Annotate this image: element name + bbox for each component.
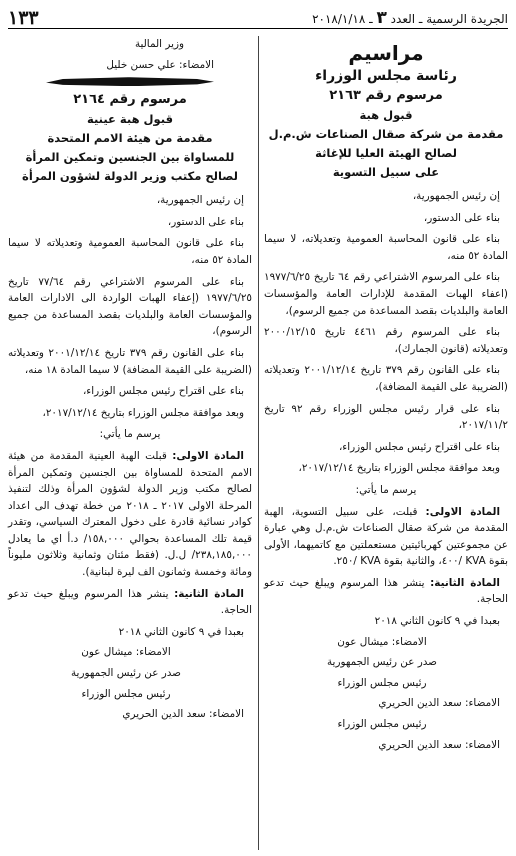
article-2: [8, 586, 252, 619]
paragraph: بناء على المرسوم الاشتراعي رقم ٧٧/٦٤ تاريخ ١٩٧٧/٦/٢٥ (إعفاء الهبات الواردة الى الادارات العامة والمؤسسات العامة والبلديات بقصد المساعدة من جميع الرسوم)،: [8, 275, 252, 338]
decree-heading-line: لصالح مكتب وزير الدولة لشؤون المرأة: [22, 169, 238, 184]
pm-title: رئيس مجلس الوزراء: [337, 676, 427, 689]
decree-heading-line: قبول هبة: [359, 108, 413, 122]
issued-by: صدر عن رئيس الجمهورية: [326, 656, 437, 669]
issue-number: ٣: [376, 8, 387, 28]
paragraph: بناء على الدستور،: [423, 211, 500, 224]
page-header: [8, 6, 508, 29]
signature: الامضاء: سعد الدين الحريري: [122, 708, 244, 721]
signature: الامضاء: ميشال عون: [81, 646, 171, 659]
page-number: ١٣٣: [8, 7, 39, 29]
gazette-date: ـ ٢٠١٨/١/١٨: [312, 12, 373, 26]
gazette-line: [312, 8, 508, 28]
minister-signature: الامضاء: علي حسن خليل: [106, 58, 214, 71]
article-label: المادة الاولى:: [172, 449, 244, 462]
article-label: المادة الاولى:: [425, 505, 501, 518]
paragraph: إن رئيس الجمهورية،: [156, 194, 244, 207]
paragraph: وبعد موافقة مجلس الوزراء بتاريخ ٢٠١٧/١٢/١٤،: [298, 462, 500, 475]
article-text: ينشر هذا المرسوم ويبلغ حيث تدعو الحاجة.: [8, 587, 252, 617]
article-text: ينشر هذا المرسوم ويبلغ حيث تدعو الحاجة.: [264, 576, 508, 606]
dated-line: بعبدا في ٩ كانون الثاني ٢٠١٨: [118, 625, 244, 638]
decree-heading-line: على سبيل التسوية: [332, 165, 440, 179]
decree-number: مرسوم رقم ٢١٦٣: [329, 88, 443, 103]
decree-number: مرسوم رقم ٢١٦٤: [73, 92, 187, 108]
pm-title: رئيس مجلس الوزراء: [337, 718, 427, 731]
decree-column-right: [264, 36, 508, 757]
section-title: مراسيم: [348, 41, 424, 65]
paragraph: بناء على اقتراح رئيس مجلس الوزراء،: [82, 385, 244, 398]
authority-title: رئاسة مجلس الوزراء: [315, 68, 457, 84]
signature: الامضاء: سعد الدين الحريري: [378, 738, 500, 751]
paragraph: يرسم ما يأتي:: [99, 428, 161, 441]
signature: الامضاء: سعد الدين الحريري: [378, 697, 500, 710]
paragraph: بناء على قرار رئيس مجلس الوزراء رقم ٩٢ تاريخ ٢٠١٧/١١/٢،: [264, 402, 508, 432]
paragraph: بناء على المرسوم الاشتراعي رقم ٦٤ تاريخ ١٩٧٧/٦/٢٥ (اعفاء الهبات المقدمة للإدارات العامة والمؤسسات العامة والبلديات بقصد المساعدة من جميع الرسوم)،: [264, 271, 508, 317]
paragraph: بناء على القانون رقم ٣٧٩ تاريخ ٢٠٠١/١٢/١٤ وتعديلاته (الضريبة على القيمة المضافة)،: [264, 364, 508, 393]
issued-by: صدر عن رئيس الجمهورية: [70, 667, 181, 680]
paragraph: بناء على المرسوم رقم ٤٤٦١ تاريخ ٢٠٠٠/١٢/١٥ وتعديلاته (قانون الجمارك)،: [264, 326, 508, 355]
minister-title: وزير المالية: [134, 38, 184, 50]
paragraph: إن رئيس الجمهورية،: [412, 190, 500, 202]
decree-heading-line: قبول هبة عينية: [87, 112, 173, 127]
article-1: [8, 448, 252, 581]
paragraph: بناء على القانون رقم ٣٧٩ تاريخ ٢٠٠١/١٢/١٤ وتعديلاته (الضريبة على القيمة المضافة) لا سيما المادة ١٨ منه،: [8, 346, 252, 376]
decree-heading-line: للمساواة بين الجنسين وتمكين المرأة: [25, 150, 235, 165]
paragraph: وبعد موافقة مجلس الوزراء بتاريخ ٢٠١٧/١٢/١٤،: [42, 406, 244, 419]
dated-line: بعبدا في ٩ كانون الثاني ٢٠١٨: [374, 615, 500, 628]
paragraph: بناء على قانون المحاسبة العمومية وتعديلاته لا سيما المادة ٥٢ منه،: [8, 237, 252, 266]
decree-heading-line: مقدمة من شركة صقال الصناعات ش.م.ل: [268, 127, 504, 141]
decree-column-left: [8, 36, 252, 727]
article-text: قبلت الهبة العينية المقدمة من هيئة الامم المتحدة للمساواة بين الجنسين وتمكين المرأة لصالح مكتب وزير الدولة لشؤون المرأة وذلك لتنفيذ المرحلة الاولى ٢٠١٧ ـ ٢٠١٨ من خطة تهدف الى اعداد كوادر نسائية قادرة على دخول المعترك السياسي، وتقدر قيمة تلك المساعدة بحوالي ١٥٨,٠٠٠/ د.أ اي ما يعادل ٢٣٨,١٨٥,٠٠٠/ ل.ل. (فقط مئتان وثمانية وثلاثون مليوناً ومائة وخمسة وثمانون الف ليرة لبنانية).: [8, 449, 252, 579]
gazette-name: الجريدة الرسمية ـ العدد: [390, 12, 508, 26]
decree-heading-line: لصالح الهيئة العليا للإغاثة: [315, 146, 457, 160]
paragraph: يرسم ما يأتي:: [355, 483, 417, 496]
column-divider: [258, 36, 259, 850]
article-2: [264, 575, 508, 608]
article-label: المادة الثانية:: [174, 587, 244, 600]
pm-title: رئيس مجلس الوزراء: [81, 687, 171, 700]
decree-heading-line: مقدمة من هيئة الامم المتحدة: [47, 131, 213, 146]
paragraph: بناء على قانون المحاسبة العمومية وتعديلاته، لا سيما المادة ٥٢ منه،: [264, 233, 508, 262]
paragraph: بناء على اقتراح رئيس مجلس الوزراء،: [338, 440, 500, 453]
article-text: قبلت، على سبيل التسوية، الهبة المقدمة من شركة صقال الصناعات ش.م.ل وهي عبارة عن مجموعتين كهربائيتين مستعملتين مع كاتميهما، الأولى بقوة KVA /٤٠٠، والثانية بقوة KVA /٢٥٠.: [264, 505, 508, 568]
signature: الامضاء: ميشال عون: [337, 635, 427, 648]
separator-ornament: [46, 77, 214, 86]
article-1: [264, 504, 508, 570]
paragraph: بناء على الدستور،: [167, 215, 244, 228]
article-label: المادة الثانية:: [430, 576, 500, 589]
